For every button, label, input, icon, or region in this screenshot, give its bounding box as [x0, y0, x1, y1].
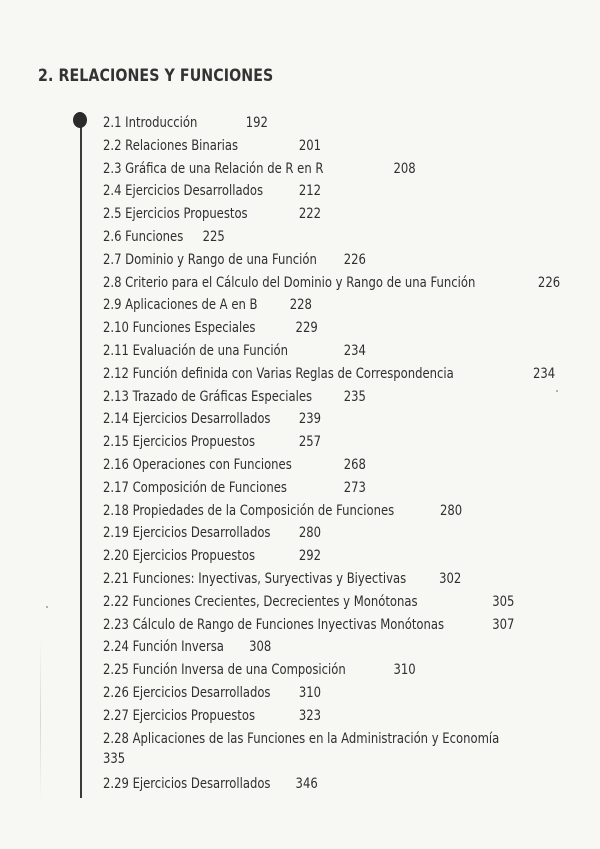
toc-entry — [103, 205, 322, 224]
toc-entry-text: 2.27 Ejercicios Propuestos — [103, 707, 256, 724]
toc-entry — [103, 524, 322, 543]
toc-entry-page: 234 — [532, 365, 556, 382]
toc-entry-text: 2.1 Introducción — [103, 115, 198, 131]
toc-entry-page: 226 — [343, 251, 366, 268]
toc-entry — [103, 593, 515, 612]
toc-entry-page: 192 — [245, 115, 268, 131]
toc-entry-text: 2.7 Dominio y Rango de una Función — [103, 251, 317, 268]
toc-entry — [103, 502, 463, 521]
toc-entry-text: 2.8 Criterio para el Cálculo del Dominio y Rango de una Función — [103, 274, 476, 291]
toc-entry-page: 212 — [298, 183, 322, 200]
toc-entry-text: 2.12 Función definida con Varias Reglas de Correspondencia — [103, 365, 454, 382]
toc-entry-text: 2.28 Aplicaciones de las Funciones en la Administración y Economía — [103, 730, 500, 747]
toc-entry-page: 292 — [298, 548, 322, 565]
toc-entry-page: 310 — [393, 662, 416, 679]
toc-entry-page: 235 — [343, 388, 366, 405]
toc-entry — [103, 479, 366, 498]
toc-entry-text: 2.25 Función Inversa de una Composición — [103, 662, 346, 679]
toc-entry — [103, 274, 561, 293]
toc-entry — [103, 570, 462, 589]
chapter-title: 2. RELACIONES Y FUNCIONES — [38, 66, 274, 85]
toc-entry — [103, 296, 312, 315]
toc-entry-page: 307 — [492, 616, 515, 633]
toc-entry-text: 2.21 Funciones: Inyectivas, Suryectivas y Biyectivas — [103, 571, 407, 587]
toc-entry-page: 268 — [343, 457, 366, 473]
toc-entry-text: 2.15 Ejercicios Propuestos — [103, 434, 256, 451]
toc-entry — [103, 228, 225, 247]
scan-edge-shadow — [40, 640, 41, 800]
toc-entry-text: 2.29 Ejercicios Desarrollados — [103, 776, 271, 793]
toc-entry — [103, 707, 322, 726]
toc-entry-page: 225 — [202, 229, 225, 245]
toc-entry-text: 2.23 Cálculo de Rango de Funciones Inyectivas Monótonas — [103, 616, 445, 633]
toc-entry-text: 2.26 Ejercicios Desarrollados — [103, 685, 271, 701]
toc-entry-text: 2.17 Composición de Funciones — [103, 479, 287, 496]
toc-entry-page: 229 — [295, 320, 318, 337]
toc-entry — [103, 775, 318, 794]
toc-entry — [103, 616, 515, 635]
toc-entry-page: 280 — [439, 502, 463, 519]
toc-entry-page: 239 — [298, 411, 322, 428]
vertical-rule — [80, 120, 82, 798]
toc-entry-page: 273 — [343, 479, 366, 496]
toc-entry-page: 305 — [492, 593, 515, 610]
toc-entry — [103, 182, 322, 201]
toc-entry-text: 2.16 Operaciones con Funciones — [103, 457, 292, 473]
toc-entry-text: 2.19 Ejercicios Desarrollados — [103, 525, 271, 542]
scan-speck — [46, 606, 48, 608]
toc-entry-text: 2.11 Evaluación de una Función — [103, 343, 289, 359]
toc-entry-page: 335 — [103, 750, 126, 767]
toc-entry-page: 208 — [393, 160, 416, 177]
toc-entry-text: 2.10 Funciones Especiales — [103, 320, 256, 337]
toc-entry-text: 2.24 Función Inversa — [103, 639, 224, 656]
toc-entry-text: 2.14 Ejercicios Desarrollados — [103, 411, 271, 428]
toc-entry-page: 226 — [537, 274, 561, 291]
toc-entry-page: 308 — [249, 639, 272, 656]
toc-entry — [103, 433, 322, 452]
toc-entry — [103, 661, 416, 680]
toc-entry — [103, 638, 272, 657]
toc-entry — [103, 114, 268, 133]
toc-entry-text: 2.4 Ejercicios Desarrollados — [103, 183, 264, 200]
scan-speck — [556, 390, 558, 392]
toc-entry-page: 222 — [298, 206, 322, 223]
toc-entry-page: 280 — [298, 525, 322, 542]
toc-entry — [103, 388, 366, 407]
toc-entry — [103, 410, 322, 429]
toc-entry-page: 346 — [295, 776, 318, 793]
toc-entry — [103, 684, 322, 703]
toc-entry-text: 2.9 Aplicaciones de A en B — [103, 297, 258, 314]
toc-entry-page: 310 — [298, 685, 322, 701]
toc-entry-text: 2.6 Funciones — [103, 229, 184, 245]
toc-entry — [103, 319, 318, 338]
toc-entry-text: 2.20 Ejercicios Propuestos — [103, 548, 256, 565]
toc-entry-page: 257 — [298, 434, 322, 451]
toc-entry-page: 234 — [343, 343, 366, 359]
toc-entry — [103, 365, 556, 384]
toc-entry — [103, 137, 322, 156]
toc-entry — [103, 456, 366, 475]
toc-entry — [103, 730, 499, 770]
toc-entry-page: 201 — [298, 137, 322, 154]
toc-entry-page: 323 — [298, 707, 322, 724]
toc-entry — [103, 251, 366, 270]
bullet-dot-icon — [73, 112, 87, 128]
toc-entry — [103, 160, 416, 179]
toc-entry-text: 2.13 Trazado de Gráficas Especiales — [103, 388, 313, 405]
toc-entry-text: 2.2 Relaciones Binarias — [103, 137, 239, 154]
toc-entry — [103, 547, 322, 566]
toc-entry — [103, 342, 366, 361]
toc-entry-text: 2.5 Ejercicios Propuestos — [103, 206, 248, 223]
toc-entry-page: 302 — [439, 571, 462, 587]
toc-entry-text: 2.18 Propiedades de la Composición de Funciones — [103, 502, 395, 519]
toc-entry-page: 228 — [289, 297, 312, 314]
toc-entry-text: 2.3 Gráfica de una Relación de R en R — [103, 160, 324, 177]
toc-entry-text: 2.22 Funciones Crecientes, Decrecientes y Monótonas — [103, 593, 418, 610]
